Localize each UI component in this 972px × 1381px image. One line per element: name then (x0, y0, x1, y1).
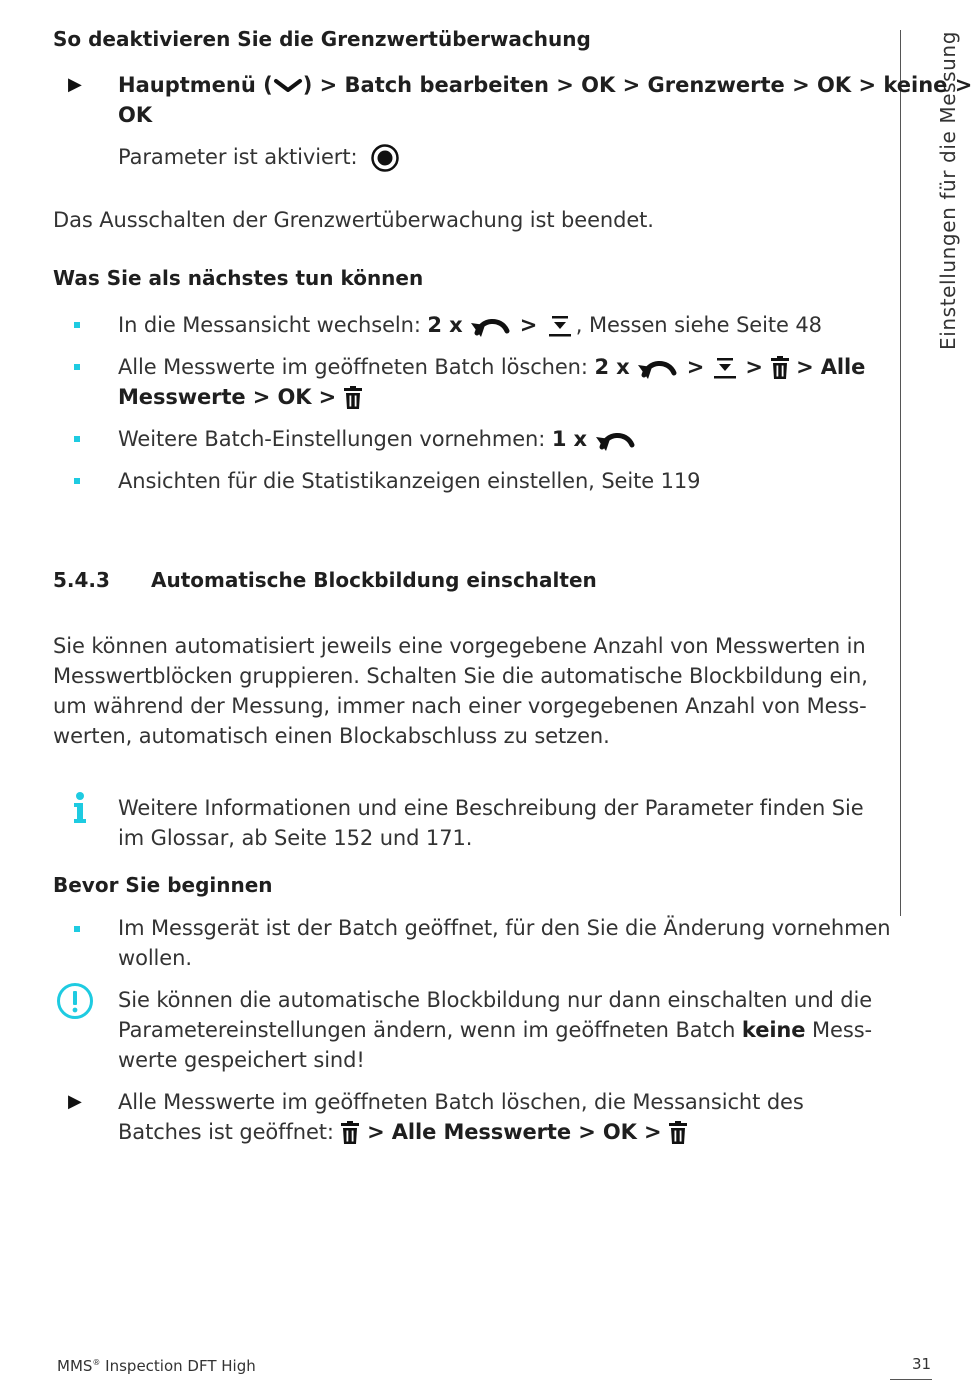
deactivate-done: Das Ausschalten der Grenzwertüberwachung ist beendet. (53, 208, 654, 232)
sidebar-title: Einstellungen für die Messung (936, 31, 960, 350)
result-line: Parameter ist aktiviert: (118, 142, 400, 173)
next-bullet-2-cont: Messwerte > OK > (118, 382, 363, 412)
next-bullet-2: Alle Messwerte im geöffneten Batch löschen: 2 x > > > Alle (118, 355, 866, 379)
next-bullet-4: Ansichten für die Statistikanzeigen einstellen, Seite 119 (118, 469, 701, 493)
section-number: 5.4.3 (53, 568, 110, 592)
page-number: 31 (912, 1355, 932, 1373)
step-arrow: ▶ (68, 74, 82, 95)
bullet-marker (74, 478, 80, 484)
before-bullet-line: wollen. (118, 946, 192, 970)
chevron-down-icon (273, 78, 303, 94)
bullet-marker (74, 364, 80, 370)
info-line: im Glossar, ab Seite 152 und 171. (118, 826, 473, 850)
before-step-line: Alle Messwerte im geöffneten Batch löschen, die Messansicht des (118, 1090, 804, 1114)
measure-view-icon (546, 313, 574, 339)
back-arrow-icon (594, 427, 638, 453)
step-arrow: ▶ (68, 1091, 82, 1112)
warning-line: Parametereinstellungen ändern, wenn im geöffneten Batch keine Mess- (118, 1018, 873, 1042)
section-title: Automatische Blockbildung einschalten (151, 568, 597, 592)
warning-line: Sie können die automatische Blockbildung nur dann einschalten und die (118, 988, 873, 1012)
next-heading: Was Sie als nächstes tun können (53, 266, 424, 290)
back-arrow-icon (469, 313, 513, 339)
before-step-line: Batches ist geöffnet: > Alle Messwerte > OK > (118, 1117, 688, 1147)
warning-icon (56, 982, 94, 1020)
trash-icon (770, 356, 790, 380)
section-para-line: Sie können automatisiert jeweils eine vorgegebene Anzahl von Messwerten in (53, 634, 866, 658)
info-line: Weitere Informationen und eine Beschreibung der Parameter finden Sie (118, 796, 864, 820)
warning-line: werte gespeichert sind! (118, 1048, 365, 1072)
page-number-rule (890, 1379, 932, 1380)
deactivate-heading: So deaktivieren Sie die Grenzwertüberwachung (53, 27, 591, 51)
back-arrow-icon (636, 355, 680, 381)
next-bullet-1: In die Messansicht wechseln: 2 x > , Messen siehe Seite 48 (118, 313, 822, 337)
section-para-line: Messwertblöcken gruppieren. Schalten Sie die automatische Blockbildung ein, (53, 664, 868, 688)
next-bullet-3: Weitere Batch-Einstellungen vornehmen: 1 x (118, 424, 638, 454)
bullet-marker (74, 436, 80, 442)
section-para-line: werten, automatisch einen Blockabschluss zu setzen. (53, 724, 610, 748)
trash-icon (343, 386, 363, 410)
radio-selected-icon (370, 143, 400, 173)
footer-product: MMS® Inspection DFT High (57, 1357, 256, 1375)
trash-icon (668, 1121, 688, 1145)
section-para-line: um während der Messung, immer nach einer vorgegebenen Anzahl von Mess- (53, 694, 867, 718)
before-heading: Bevor Sie beginnen (53, 873, 273, 897)
bullet-marker (74, 322, 80, 328)
deactivate-step: Hauptmenü ( ) > Batch bearbeiten > OK > Grenzwerte > OK > keine > (118, 73, 972, 97)
bullet-marker (74, 926, 80, 932)
info-icon (70, 791, 90, 825)
deactivate-step-cont: OK (118, 103, 153, 127)
measure-view-icon (711, 355, 739, 381)
sidebar-divider (900, 30, 901, 916)
trash-icon (340, 1121, 360, 1145)
before-bullet-line: Im Messgerät ist der Batch geöffnet, für den Sie die Änderung vornehmen (118, 916, 891, 940)
